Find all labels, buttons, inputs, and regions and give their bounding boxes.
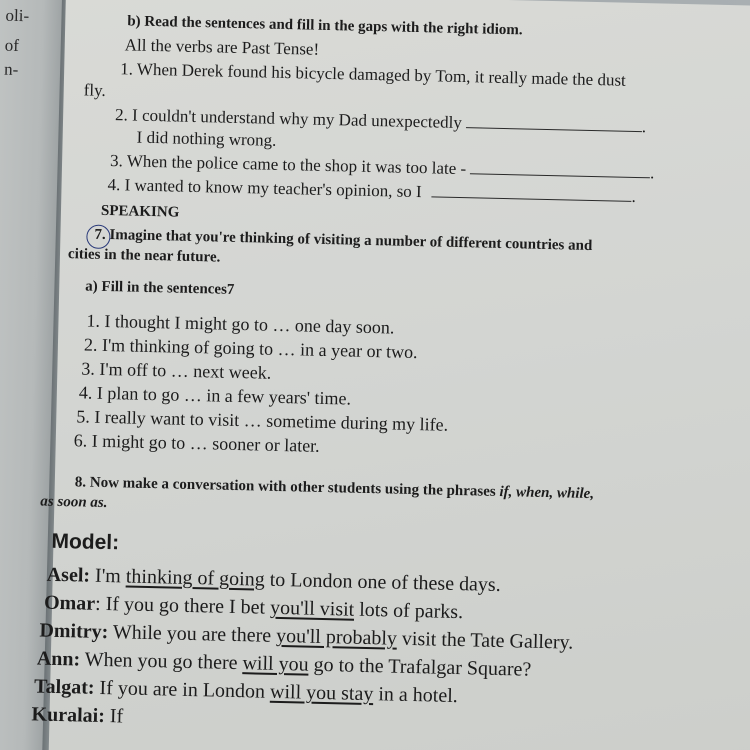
speaker-name: Asel: xyxy=(46,563,91,587)
task-7-text: Imagine that you're thinking of visiting a number of different countries and xyxy=(109,227,593,255)
dialogue-text: I'm xyxy=(89,564,127,588)
underlined-phrase: will you xyxy=(242,652,309,676)
left-page-fragment: n- xyxy=(3,59,19,80)
section-b-item-1-cont: fly. xyxy=(83,80,106,100)
blank-period: . xyxy=(649,163,655,183)
dialogue-text: go to the Trafalgar Square? xyxy=(308,653,532,681)
left-page-fragment: of xyxy=(4,35,20,56)
model-heading: Model: xyxy=(51,529,120,555)
speaker-name: Kuralai: xyxy=(31,703,106,728)
answer-blank[interactable] xyxy=(470,172,650,178)
dialogue-line-2 xyxy=(44,592,464,625)
textbook-page xyxy=(31,0,750,750)
dialogue-text: If you are in London xyxy=(94,676,271,703)
task-8-phrases: if, when, while, xyxy=(499,483,595,503)
fill-sentence-5: 5. I really want to visit … sometime during my life. xyxy=(76,406,449,435)
fill-sentence-6: 6. I might go to … sooner or later. xyxy=(73,430,320,456)
section-b-instruction: b) Read the sentences and fill in the gaps with the right idiom. xyxy=(127,13,523,39)
blank-period: . xyxy=(631,186,637,206)
dialogue-text: While you are there xyxy=(108,621,277,647)
dialogue-line-5 xyxy=(34,675,458,708)
dialogue-text: : If you go there I bet xyxy=(94,592,271,619)
answer-blank[interactable] xyxy=(432,195,632,202)
sub-a-heading: a) Fill in the sentences7 xyxy=(85,278,235,298)
dialogue-text: lots of parks. xyxy=(353,598,464,624)
task-7-number-text: 7. xyxy=(94,226,106,243)
item-3-text: 3. When the police came to the shop it was too late - xyxy=(109,151,467,179)
underlined-phrase: will you stay xyxy=(269,680,374,706)
underlined-phrase: you'll visit xyxy=(269,596,355,621)
underlined-phrase: you'll probably xyxy=(275,624,398,650)
task-8-line-2: as soon as. xyxy=(40,493,108,512)
speaking-heading: SPEAKING xyxy=(100,202,180,221)
task-8-text: 8. Now make a conversation with other students using the phrases xyxy=(74,474,496,500)
speaker-name: Omar xyxy=(43,591,96,615)
fill-sentence-3: 3. I'm off to … next week. xyxy=(81,358,272,383)
dialogue-text: If xyxy=(104,705,124,728)
dialogue-text: to London one of these days. xyxy=(264,568,501,597)
speaker-name: Talgat: xyxy=(33,675,95,699)
fill-sentence-2: 2. I'm thinking of going to … in a year or two. xyxy=(83,334,418,363)
left-page-fragment: oli- xyxy=(5,5,30,26)
fill-sentence-4: 4. I plan to go … in a few years' time. xyxy=(78,382,352,409)
underlined-phrase: thinking of going xyxy=(125,565,265,591)
handwritten-circle-mark xyxy=(86,225,111,250)
dialogue-line-6 xyxy=(31,703,123,728)
task-7-line-2: cities in the near future. xyxy=(67,246,221,266)
task-8-line-1 xyxy=(75,474,595,503)
fill-sentence-1: 1. I thought I might go to … one day soon. xyxy=(86,310,395,338)
speaker-name: Ann: xyxy=(36,647,81,671)
speaker-name: Dmitry: xyxy=(39,619,109,644)
dialogue-text: in a hotel. xyxy=(373,683,459,708)
section-b-item-2-cont: I did nothing wrong. xyxy=(136,127,277,150)
item-2-text: 2. I couldn't understand why my Dad unexpectedly xyxy=(114,105,463,133)
dialogue-text: When you go there xyxy=(79,648,243,675)
section-b-item-1: 1. When Derek found his bicycle damaged by Tom, it really made the dust xyxy=(120,59,627,90)
answer-blank[interactable] xyxy=(466,126,642,132)
blank-period: . xyxy=(641,117,647,137)
section-b-note: All the verbs are Past Tense! xyxy=(124,35,320,59)
item-4-text: 4. I wanted to know my teacher's opinion, so I xyxy=(107,174,422,202)
dialogue-text: visit the Tate Gallery. xyxy=(396,627,574,654)
dialogue-line-1 xyxy=(46,564,501,597)
task-7-number xyxy=(90,227,106,244)
